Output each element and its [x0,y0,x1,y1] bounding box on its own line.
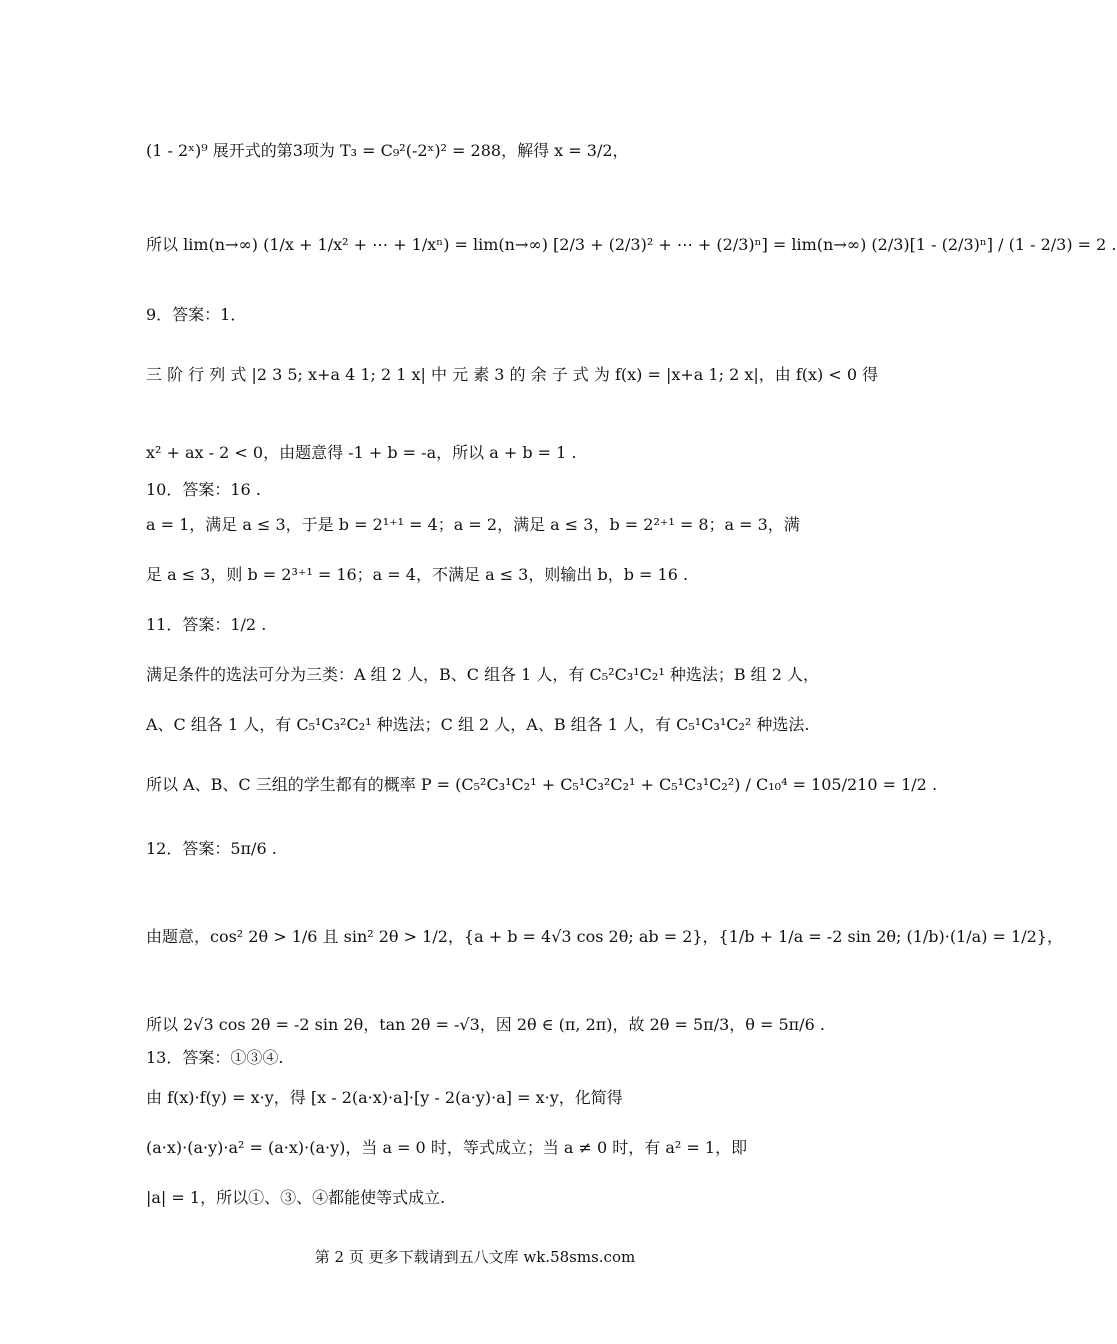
text-line-3: 9．答案：1． [146,305,247,324]
text-line-19: |a| = 1，所以①、③、④都能使等式成立. [146,1188,446,1207]
text-line-10: 满足条件的选法可分为三类：A 组 2 人，B、C 组各 1 人，有 C₅²C₃¹C₂¹ 种选法；B 组 2 人， [146,665,820,684]
page-footer: 第 2 页 更多下载请到五八文库 wk.58sms.com [314,1248,636,1266]
text-line-6: 10．答案：16 . [146,480,261,499]
text-line-4: 三 阶 行 列 式 |2 3 5; x+a 4 1; 2 1 x| 中 元 素 3 的 余 子 式 为 f(x) = |x+a 1; 2 x|，由 f(x) < 0 得 [146,365,879,384]
text-line-5: x² + ax - 2 < 0，由题意得 -1 + b = -a，所以 a + b = 1 . [146,443,577,462]
text-line-12: 所以 A、B、C 三组的学生都有的概率 P = (C₅²C₃¹C₂¹ + C₅¹C₃²C₂¹ + C₅¹C₃¹C₂²) / C₁₀⁴ = 105/210 = 1/2 . [146,775,938,794]
text-line-1: (1 - 2ˣ)⁹ 展开式的第3项为 T₃ = C₉²(-2ˣ)² = 288，解得 x = 3/2， [146,141,629,160]
text-line-16: 13．答案：①③④. [146,1048,284,1067]
text-line-14: 由题意，cos² 2θ > 1/6 且 sin² 2θ > 1/2，{a + b = 4√3 cos 2θ; ab = 2}，{1/b + 1/a = -2 sin 2θ; (1/b)·(1/a) = 1/2}， [146,927,1063,946]
text-line-11: A、C 组各 1 人，有 C₅¹C₃²C₂¹ 种选法；C 组 2 人，A、B 组各 1 人，有 C₅¹C₃¹C₂² 种选法. [146,715,810,734]
text-line-7: a = 1，满足 a ≤ 3，于是 b = 2¹⁺¹ = 4；a = 2，满足 a ≤ 3，b = 2²⁺¹ = 8；a = 3，满 [146,515,800,534]
text-line-8: 足 a ≤ 3，则 b = 2³⁺¹ = 16；a = 4，不满足 a ≤ 3，则输出 b，b = 16 . [146,565,689,584]
text-line-2: 所以 lim(n→∞) (1/x + 1/x² + ⋯ + 1/xⁿ) = lim(n→∞) [2/3 + (2/3)² + ⋯ + (2/3)ⁿ] = lim(n→∞) (2/3)[1 - (2/3)ⁿ] / (1 - 2/3) = 2 . [146,235,1117,254]
text-line-13: 12．答案：5π/6 . [146,839,277,858]
text-line-18: (a·x)·(a·y)·a² = (a·x)·(a·y)，当 a = 0 时，等式成立；当 a ≠ 0 时，有 a² = 1，即 [146,1138,748,1157]
text-line-9: 11．答案：1/2 . [146,615,267,634]
text-line-17: 由 f(x)·f(y) = x·y，得 [x - 2(a·x)·a]·[y - 2(a·y)·a] = x·y，化简得 [146,1088,623,1107]
text-line-15: 所以 2√3 cos 2θ = -2 sin 2θ，tan 2θ = -√3，因 2θ ∈ (π, 2π)，故 2θ = 5π/3，θ = 5π/6 . [146,1015,825,1034]
